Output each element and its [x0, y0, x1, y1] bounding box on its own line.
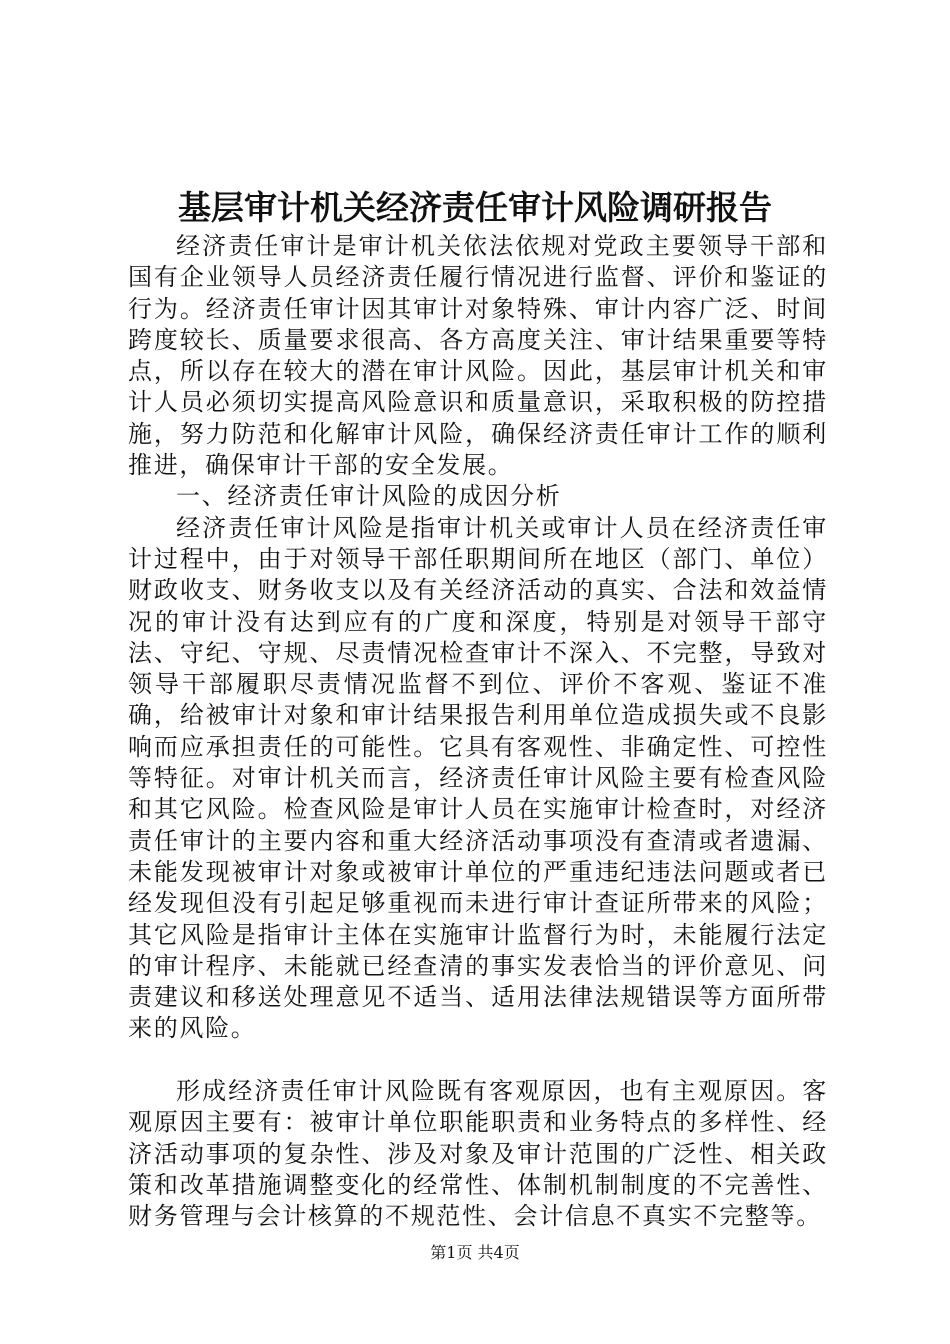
document-body [128, 231, 828, 1233]
document-title: 基层审计机关经济责任审计风险调研报告 [178, 188, 772, 227]
paragraph-risk-definition: 经济责任审计风险是指审计机关或审计人员在经济责任审计过程中，由于对领导干部任职期间所在地区（部门、单位）财政收支、财务收支以及有关经济活动的真实、合法和效益情况的审计没有达到应有的广度和深度，特别是对领导干部守法、守纪、守规、尽责情况检查审计不深入、不完整，导致对领导干部履职尽责情况监督不到位、评价不客观、鉴证不准确，给被审计对象和审计结果报告利用单位造成损失或不良影响而应承担责任的可能性。它具有客观性、非确定性、可控性等特征。对审计机关而言，经济责任审计风险主要有检查风险和其它风险。检查风险是审计人员在实施审计检查时，对经济责任审计的主要内容和重大经济活动事项没有查清或者遗漏、未能发现被审计对象或被审计单位的严重违纪违法问题或者已经发现但没有引起足够重视而未进行审计查证所带来的风险；其它风险是指审计主体在实施审计监督行为时，未能履行法定的审计程序、未能就已经查清的事实发表恰当的评价意见、问责建议和移送处理意见不适当、适用法律法规错误等方面所带来的风险。 [128, 513, 828, 1043]
section-heading: 一、经济责任审计风险的成因分析 [176, 482, 562, 511]
paragraph-intro: 经济责任审计是审计机关依法依规对党政主要领导干部和国有企业领导人员经济责任履行情况进行监督、评价和鉴证的行为。经济责任审计因其审计对象特殊、审计内容广泛、时间跨度较长、质量要求很高、各方高度关注、审计结果重要等特点，所以存在较大的潜在审计风险。因此，基层审计机关和审计人员必须切实提高风险意识和质量意识，采取积极的防控措施，努力防范和化解审计风险，确保经济责任审计工作的顺利推进，确保审计干部的安全发展。 [128, 232, 828, 480]
page-number-footer: 第1页 共4页 [430, 1243, 520, 1262]
paragraph-spacer [128, 1045, 828, 1076]
paragraph-risk-causes: 形成经济责任审计风险既有客观原因，也有主观原因。客观原因主要有：被审计单位职能职责和业务特点的多样性、经济活动事项的复杂性、涉及对象及审计范围的广泛性、相关政策和改革措施调整变化的经常性、体制机制制度的不完善性、财务管理与会计核算的不规范性、会计信息不真实不完整等。 [128, 1077, 828, 1231]
